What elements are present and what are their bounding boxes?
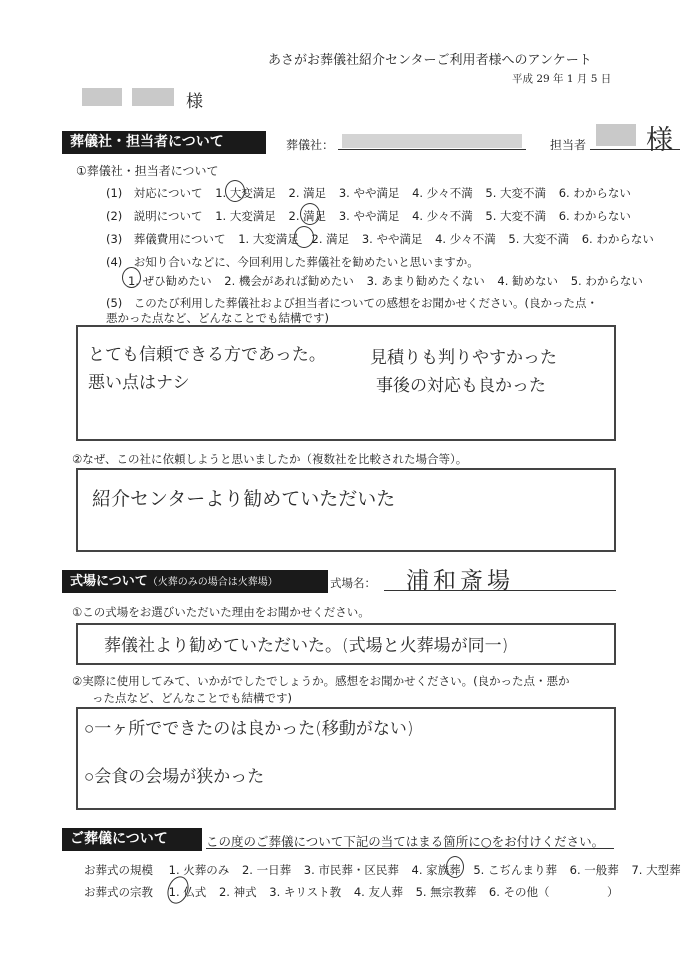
survey-date: 平成 29 年 1 月 5 日 [512, 73, 612, 85]
redacted-staff [596, 124, 636, 146]
option[interactable]: 4. 少々不満 [412, 209, 473, 223]
option[interactable]: 5. 大変不満 [485, 209, 547, 223]
row-label: (2) 説明について [106, 209, 203, 223]
handwritten-venue: 浦和斎場 [406, 568, 514, 594]
q4-options [128, 273, 652, 289]
q4-label: (4) お知り合いなどに、今回利用した葬儀社を勧めたいと思いますか。 [106, 255, 479, 269]
company-label: 葬儀社： [286, 138, 335, 152]
option[interactable]: 6. わからない [581, 232, 654, 246]
answer-circle-mark [225, 180, 245, 202]
venue-q1-label: ①この式場をお選びいただいた理由をお聞かせください。 [72, 605, 370, 619]
redacted-name [82, 88, 122, 106]
q5-label-line2: 悪かった点など、どんなことでも結構です) [106, 311, 329, 325]
option[interactable]: 4. 友人葬 [353, 885, 403, 899]
handwritten-answer: 事後の対応も良かった [376, 376, 546, 396]
handwritten-answer: ○一ヶ所でできたのは良かった(移動がない) [84, 719, 414, 739]
venue-heading-text: 式場について [70, 574, 148, 589]
answer-circle-mark [164, 873, 192, 906]
answer-circle-mark [294, 226, 314, 248]
instruction-underline [206, 848, 614, 849]
option[interactable]: 1. 大変満足 [215, 186, 276, 200]
option[interactable]: 2. 満足 [288, 186, 327, 200]
option[interactable]: 6. わからない [558, 209, 631, 223]
handwritten-answer: ○会食の会場が狭かった [84, 767, 265, 787]
section-heading-funeral: ご葬儀について [62, 828, 202, 851]
option[interactable]: 4. 勧めない [497, 274, 559, 288]
survey-title: あさがお葬儀社紹介センターご利用者様へのアンケート [268, 53, 592, 68]
section-heading-venue [62, 570, 328, 593]
option[interactable]: 1. 仏式 [168, 885, 207, 899]
redacted-company [342, 134, 522, 148]
venue-q2-line1: ②実際に使用してみて、いかがでしたでしょうか。感想をお聞かせください。(良かった点・悪か [72, 674, 570, 688]
option[interactable]: 1. 大変満足 [215, 209, 276, 223]
handwritten-sama: 様 [646, 125, 673, 156]
row-label: (3) 葬儀費用について [106, 232, 226, 246]
answer-circle-mark [446, 856, 464, 878]
option[interactable]: 2. 満足 [288, 209, 327, 223]
funeral-scale-row [84, 862, 690, 878]
option[interactable]: 4. 少々不満 [412, 186, 473, 200]
staff-label: 担当者 [550, 138, 587, 152]
rating-row-explanation [106, 208, 640, 224]
option[interactable]: 2. 満足 [311, 232, 350, 246]
option[interactable]: 1. 火葬のみ [168, 863, 230, 877]
option[interactable]: 2. 一日葬 [241, 863, 292, 877]
section-heading-funeral-company: 葬儀社・担当者について [62, 131, 266, 154]
rating-row-response [106, 185, 640, 201]
handwritten-answer: 悪い点はナシ [88, 373, 190, 393]
row-label: お葬式の宗教 [84, 885, 153, 899]
option[interactable]: 3. あまり勧めたくない [366, 274, 485, 288]
funeral-instruction: この度のご葬儀について下記の当てはまる箇所に○をお付けください。 [206, 834, 605, 849]
option[interactable]: 7. 大型葬 [631, 863, 681, 877]
option[interactable]: 3. 市民葬・区民葬 [303, 863, 399, 877]
q2-why-label: ②なぜ、この社に依頼しようと思いましたか（複数社を比較された場合等）。 [72, 452, 468, 466]
option[interactable]: 3. キリスト教 [269, 885, 342, 899]
option[interactable]: 5. 無宗教葬 [415, 885, 477, 899]
option[interactable]: 1. 大変満足 [238, 232, 299, 246]
option[interactable]: 5. 大変不満 [485, 186, 547, 200]
venue-heading-note: （火葬のみの場合は火葬場） [147, 577, 278, 588]
row-label: (1) 対応について [106, 186, 203, 200]
handwritten-answer: とても信頼できる方であった。 [88, 345, 326, 365]
option[interactable]: 1. ぜひ勧めたい [128, 274, 212, 288]
company-underline [338, 149, 526, 150]
rating-row-cost [106, 231, 663, 247]
option[interactable]: 2. 機会があれば勧めたい [224, 274, 354, 288]
row-label: お葬式の規模 [84, 863, 153, 877]
option[interactable]: 3. やや満足 [361, 232, 423, 246]
q1-title: ①葬儀社・担当者について [76, 164, 219, 178]
venue-label: 式場名： [330, 576, 376, 590]
option[interactable]: 6. わからない [558, 186, 631, 200]
handwritten-answer: 紹介センターより勧めていただいた [92, 488, 396, 510]
funeral-religion-row [84, 884, 628, 900]
handwritten-answer: 見積りも判りやすかった [370, 348, 557, 368]
option[interactable]: 4. 家族葬 [411, 863, 461, 877]
option[interactable]: 4. 少々不満 [435, 232, 496, 246]
honorific: 様 [186, 92, 203, 112]
redacted-name [132, 88, 174, 106]
answer-circle-mark [300, 203, 320, 225]
answer-circle-mark [122, 267, 141, 288]
option[interactable]: 6. その他（ ） [488, 885, 619, 899]
option[interactable]: 3. やや満足 [338, 209, 400, 223]
option[interactable]: 5. こぢんまり葬 [473, 863, 557, 877]
q5-label-line1: (5) このたび利用した葬儀社および担当者についての感想をお聞かせください。(良かった点・ [106, 296, 599, 310]
option[interactable]: 6. 一般葬 [569, 863, 619, 877]
option[interactable]: 5. 大変不満 [508, 232, 570, 246]
option[interactable]: 3. やや満足 [338, 186, 400, 200]
option[interactable]: 5. わからない [570, 274, 643, 288]
venue-q2-line2: った点など、どんなことでも結構です) [92, 691, 292, 705]
option[interactable]: 2. 神式 [218, 885, 257, 899]
handwritten-answer: 葬儀社より勧めていただいた。(式場と火葬場が同一) [104, 636, 509, 656]
